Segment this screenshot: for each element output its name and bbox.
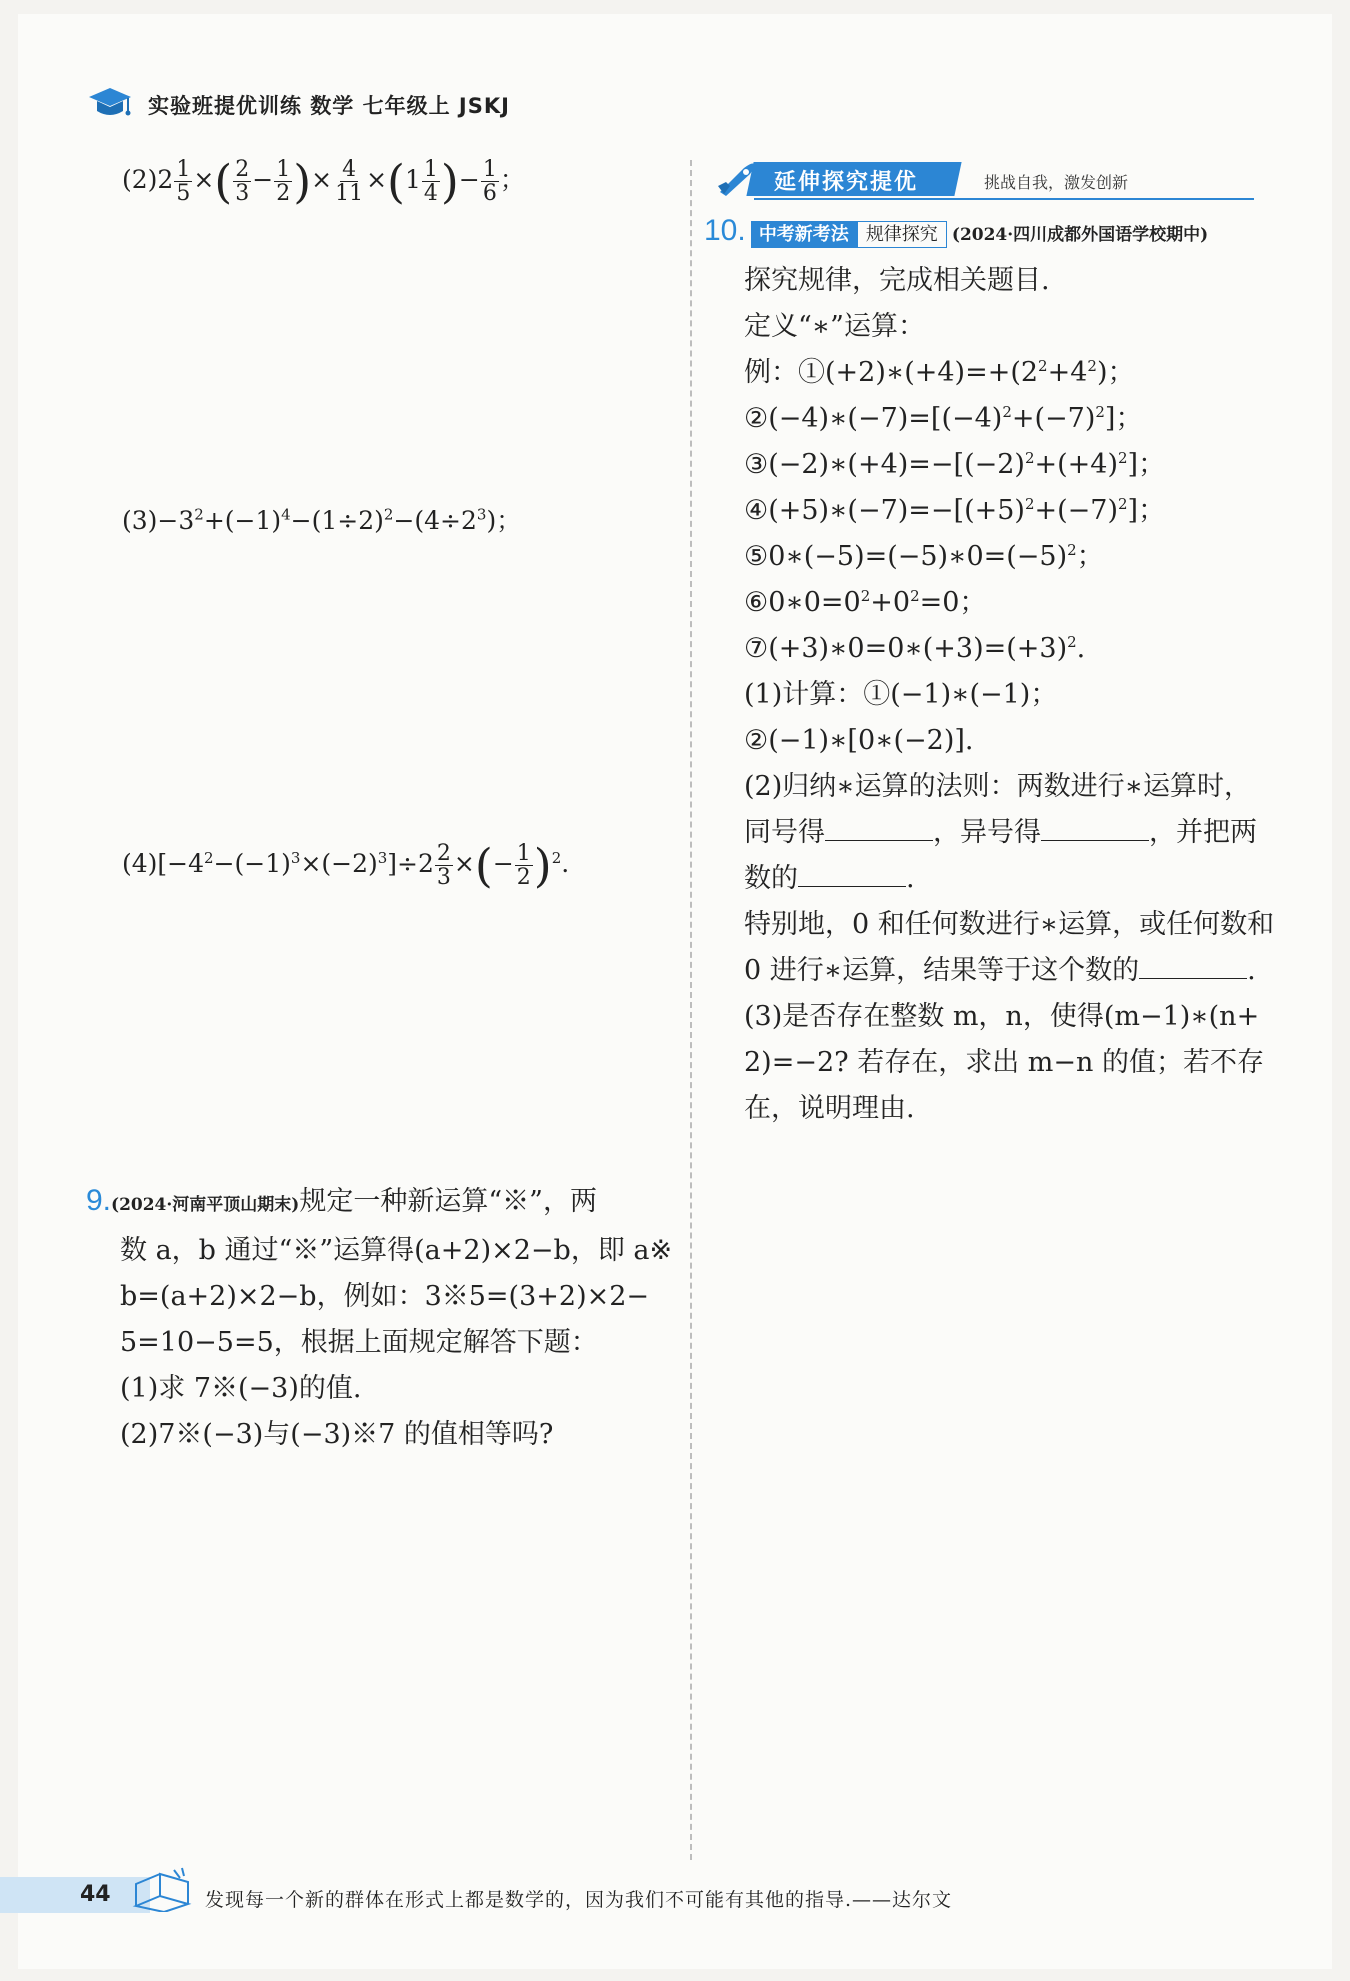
problem-part-4: $(4)[-4^2-(-1)^3\times(-2)^3]\div 2$ $\frac{2}{3}$ ×(− $\frac{1}{2}$ )$^2$. — [122, 838, 570, 893]
answer-blank[interactable] — [1041, 814, 1149, 841]
column-divider — [690, 160, 692, 1860]
graduation-cap-icon — [88, 86, 132, 120]
answer-blank[interactable] — [825, 814, 933, 841]
footer-band — [0, 1877, 150, 1913]
question-number: 10. — [704, 214, 746, 247]
answer-blank[interactable] — [1139, 952, 1247, 979]
book-icon — [130, 1866, 194, 1912]
header-title: 实验班提优训练 数学 七年级上 JSKJ — [148, 94, 510, 118]
section-banner — [714, 158, 1254, 198]
answer-blank[interactable] — [798, 860, 906, 887]
banner-title: 延伸探究提优 — [774, 170, 919, 195]
banner-subtitle: 挑战自我，激发创新 — [984, 173, 1129, 192]
question-source: (2024·河南平顶山期末) — [111, 1195, 300, 1215]
page-number: 44 — [80, 1882, 111, 1907]
question-9: 9.(2024·河南平顶山期末)规定一种新运算“※”，两 数 a，b 通过“※”运算得(a+2)×2−b，即 a※ b=(a+2)×2−b，例如：3※5=(3+2)×2− 5=10−5=5，根据上面规定解答下题： (1)求 7※(−3)的值. (2)7※(−3)与(−3)※7 的值相等吗? — [86, 1184, 673, 1450]
question-source: (2024·四川成都外国语学校期中) — [951, 225, 1209, 245]
problem-part-2: (2)2 $\frac{1}{5}$ ×( $\frac{2}{3}$ − $\frac{1}{2}$ )× $\frac{4}{11}$ ×(1 $\frac{1}{4}$ )− $\frac{1}{6}$ ； — [122, 154, 525, 209]
new-exam-tag: 中考新考法 — [751, 221, 857, 248]
question-number: 9. — [86, 1184, 112, 1217]
problem-part-3: $(3)-3^2+(-1)^4-(1\div 2)^2-(4\div 2^3)$； — [122, 505, 522, 535]
pattern-tag: 规律探究 — [857, 221, 947, 248]
question-10-header — [704, 214, 1208, 248]
footer-quote: 发现每一个新的群体在形式上都是数学的，因为我们不可能有其他的指导.——达尔文 — [205, 1889, 953, 1911]
question-10-body: 探究规律，完成相关题目. 定义“∗”运算： 例：$①(+2)∗(+4)=+(2^2+4^2)$； $②(-4)∗(-7)=[(-4)^2+(-7)^2]$； $③(-2)∗(+4)=-[(-2)^2+(+4)^2]$； $④(+5)∗(-7)=-[(+5)^2+(-7)^2]$； $⑤0∗(-5)=(-5)∗0=(-5)^2$； $⑥0∗0=0^2+0^2=0$； $⑦(+3)∗0=0∗(+3)=(+3)^2$. (1)计算：①(−1)∗(−1)； ②(−1)∗[0∗(−2)]. (2)归纳∗运算的法则：两数进行∗运算时， 同号得 ，异号得 ，并把两 数的 . 特别地，0 和任何数进行∗运算，或任何数和 0 进行∗运算，结果等于这个数的 . (3)是否存在整数 m，n，使得(m−1)∗(n+ 2)=−2? 若存在，求出 m−n 的值；若不存 在，说明理由. — [744, 265, 1275, 1124]
